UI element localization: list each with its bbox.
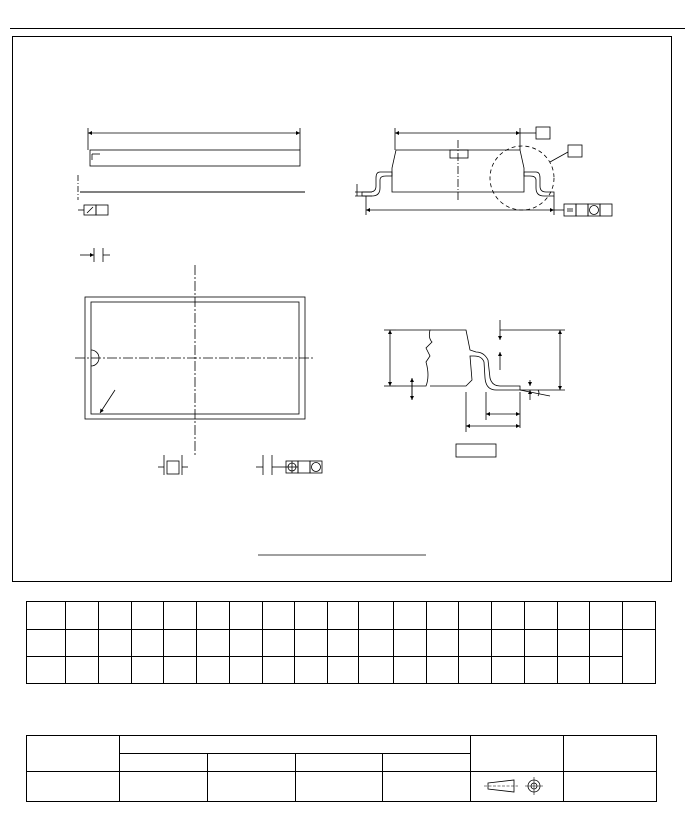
projection-symbol xyxy=(471,772,564,802)
col-Lp xyxy=(426,602,459,630)
col-w xyxy=(524,602,557,630)
col-A3 xyxy=(164,602,197,630)
end-view xyxy=(355,127,612,216)
col-L xyxy=(393,602,426,630)
col-unit xyxy=(27,602,66,630)
detail-x-view xyxy=(384,320,565,457)
jeita-header xyxy=(295,754,383,772)
projection-header xyxy=(471,736,564,772)
outline-version-value xyxy=(27,772,120,802)
table-row-inches xyxy=(27,657,656,684)
col-e xyxy=(328,602,359,630)
col-c xyxy=(229,602,262,630)
iec-value xyxy=(119,772,207,802)
table-header-row xyxy=(27,602,656,630)
jedec-value xyxy=(207,772,295,802)
col-v xyxy=(492,602,525,630)
dimensions-table xyxy=(26,601,656,684)
issue-date-header xyxy=(564,736,657,772)
top-view xyxy=(75,248,322,475)
col-theta xyxy=(623,602,656,630)
col-Z xyxy=(590,602,623,630)
col-HE xyxy=(358,602,393,630)
col-Q xyxy=(459,602,492,630)
col-A xyxy=(66,602,99,630)
references-table xyxy=(26,735,657,802)
col-D xyxy=(262,602,295,630)
jedec-header xyxy=(207,754,295,772)
col-y xyxy=(557,602,590,630)
issue-dates xyxy=(564,772,657,802)
projection-icon xyxy=(482,775,552,797)
outline-version-header xyxy=(27,736,120,772)
side-view xyxy=(78,128,305,215)
col-E xyxy=(295,602,328,630)
jeita-value xyxy=(295,772,383,802)
col-bp xyxy=(197,602,230,630)
table-row-mm xyxy=(27,630,656,657)
col-A1 xyxy=(98,602,131,630)
theta-values xyxy=(623,630,656,684)
col-A2 xyxy=(131,602,164,630)
references-header xyxy=(119,736,470,754)
iec-header xyxy=(119,754,207,772)
